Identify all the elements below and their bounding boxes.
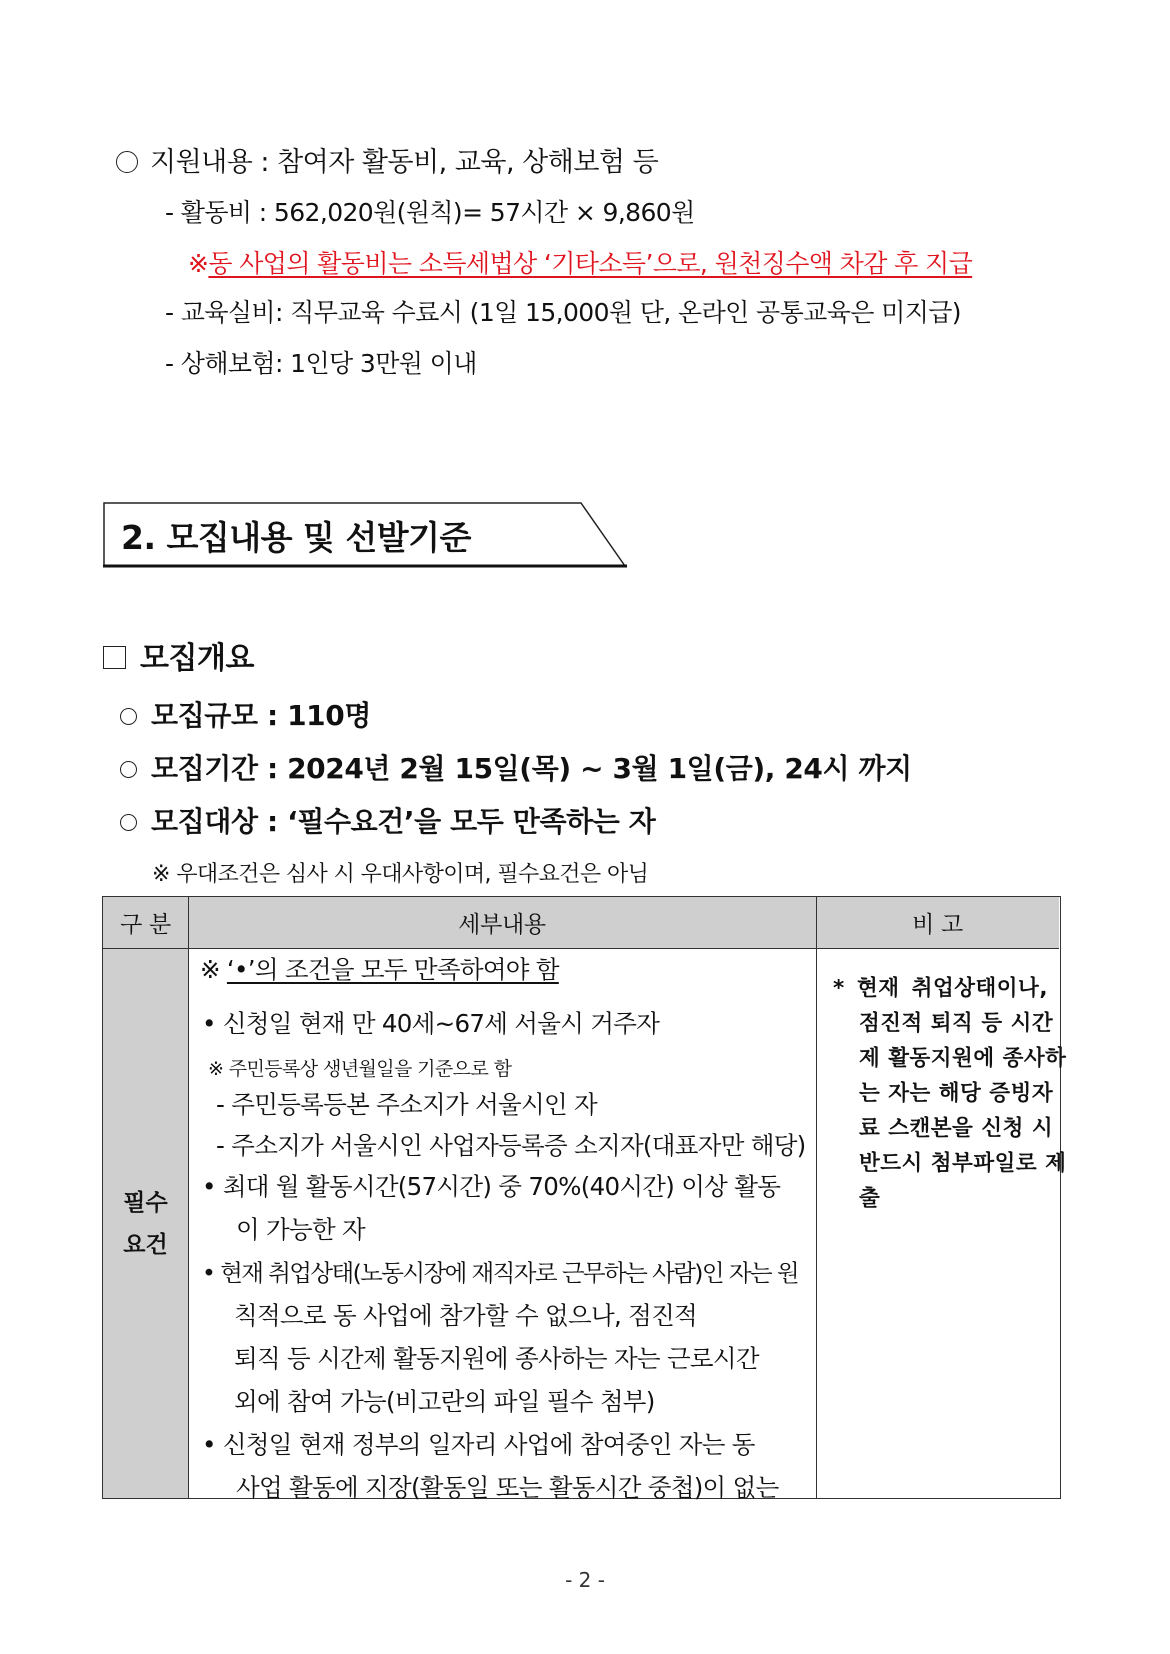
- details-line: 퇴직 등 시간제 활동지원에 종사하는 자는 근로시간: [234, 1344, 759, 1373]
- overview-item-period: 모집기간 : 2024년 2월 15일(목) ~ 3월 1일(금), 24시 까지: [120, 747, 912, 787]
- support-title-label: 지원내용: [150, 147, 253, 178]
- details-line: 칙적으로 동 사업에 참가할 수 없으나, 점진적: [234, 1301, 698, 1330]
- education-fee-line: - 교육실비: 직무교육 수료시 (1일 15,000원 단, 온라인 공통교육은 미지급): [165, 298, 961, 327]
- table-header-category: 구 분: [103, 897, 188, 949]
- activity-fee-line: - 활동비 : 562,020원(원칙)= 57시간 × 9,860원: [165, 198, 695, 227]
- support-title-value: 참여자 활동비, 교육, 상해보험 등: [277, 147, 659, 178]
- details-line: 사업 활동에 지장(활동일 또는 활동시간 중첩)이 없는: [236, 1473, 779, 1502]
- details-line: • 현재 취업상태(노동시장에 재직자로 근무하는 사람)인 자는 원: [202, 1259, 799, 1287]
- circle-bullet-icon: [120, 708, 137, 725]
- details-line: 이 가능한 자: [236, 1215, 366, 1244]
- details-line: - 주소지가 서울시인 사업자등록증 소지자(대표자만 해당): [216, 1131, 806, 1160]
- details-line: - 주민등록등본 주소지가 서울시인 자: [216, 1090, 597, 1119]
- details-line: • 신청일 현재 만 40세~67세 서울시 거주자: [202, 1009, 660, 1038]
- reference-mark-icon: ※: [188, 249, 209, 278]
- insurance-line: - 상해보험: 1인당 3만원 이내: [165, 349, 477, 378]
- details-line: ※ 주민등록상 생년월일을 기준으로 함: [208, 1058, 512, 1080]
- circle-bullet-icon: [120, 761, 137, 778]
- reference-mark-icon: ※: [200, 955, 227, 984]
- section-header-box: [103, 502, 633, 568]
- overview-note: ※ 우대조건은 심사 시 우대사항이며, 필수요건은 아님: [152, 862, 649, 887]
- overview-item-target: 모집대상 : ‘필수요건’을 모두 만족하는 자: [120, 800, 655, 840]
- tax-note-text: 동 사업의 활동비는 소득세법상 ‘기타소득’으로, 원천징수액 차감 후 지급: [208, 249, 973, 278]
- overview-item-size: 모집규모 : 110명: [120, 694, 371, 734]
- table-header-details: 세부내용: [188, 897, 816, 949]
- details-intro: ※ ‘•’의 조건을 모두 만족하여야 함: [200, 955, 559, 984]
- table-header-remarks: 비 고: [816, 897, 1059, 949]
- overview-heading: 모집개요: [103, 633, 254, 677]
- requirements-table: [102, 896, 1067, 1502]
- details-line: 외에 참여 가능(비고란의 파일 필수 첨부): [234, 1387, 655, 1416]
- remarks-cell: * 현재 취업상태이나, 점진적 퇴직 등 시간 제 활동지원에 종사하 는 자는 해당 증빙자 료 스캔본을 신청 시 반드시 첨부파일로 제 출: [833, 976, 1067, 1211]
- circle-bullet-icon: [120, 814, 137, 831]
- section-title: 2. 모집내용 및 선발기준: [121, 518, 471, 557]
- square-bullet-icon: [103, 646, 126, 669]
- details-line: • 신청일 현재 정부의 일자리 사업에 참여중인 자는 동: [202, 1430, 755, 1459]
- circle-bullet-icon: [116, 151, 138, 173]
- column-divider: [188, 897, 189, 1498]
- page-number: - 2 -: [565, 1568, 605, 1592]
- support-heading: 지원내용 : 참여자 활동비, 교육, 상해보험 등: [116, 140, 658, 179]
- tax-note: [188, 244, 972, 280]
- column-divider: [816, 897, 817, 1498]
- category-cell: 필수 요건: [103, 949, 188, 1498]
- details-line: • 최대 월 활동시간(57시간) 중 70%(40시간) 이상 활동: [202, 1172, 781, 1201]
